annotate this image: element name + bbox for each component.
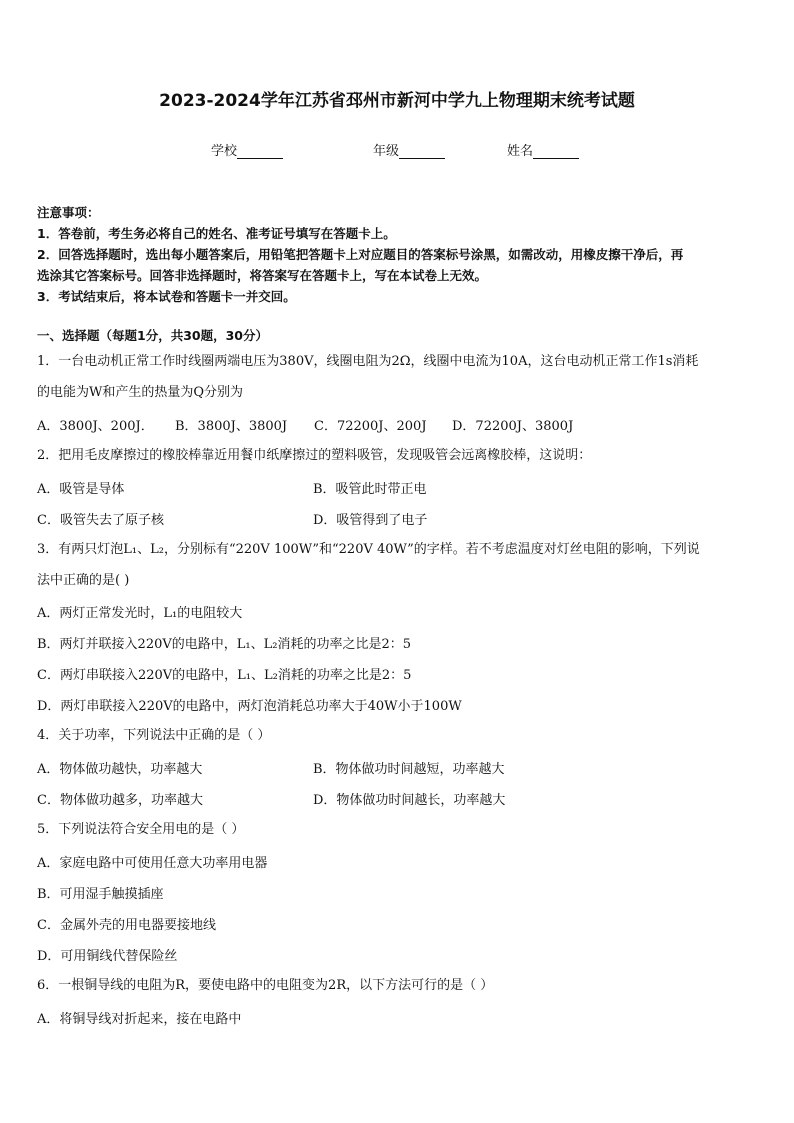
question-3-stem xyxy=(37,540,757,591)
option-a[interactable]: A．两灯正常发光时，L₁的电阻较大 xyxy=(37,606,243,621)
option-a[interactable]: A．家庭电路中可使用任意大功率用电器 xyxy=(37,856,268,871)
notes-item: 3．考试结束后，将本试卷和答题卡一并交回。 xyxy=(37,289,296,304)
option-b[interactable]: B．两灯并联接入220V的电路中，L₁、L₂消耗的功率之比是2：5 xyxy=(37,637,411,652)
question-text: 法中正确的是( ) xyxy=(37,573,130,588)
option-d[interactable]: D．物体做功时间越长，功率越大 xyxy=(313,793,506,808)
notes-item: 选涂其它答案标号。回答非选择题时，将答案写在答题卡上，写在本试卷上无效。 xyxy=(37,268,488,283)
question-2-options-row2 xyxy=(37,509,757,529)
page-title: 2023-2024学年江苏省邳州市新河中学九上物理期末统考试题 xyxy=(159,91,635,111)
question-5-option-b-row xyxy=(37,883,757,903)
question-text: 2．把用毛皮摩擦过的橡胶棒靠近用餐巾纸摩擦过的塑料吸管，发现吸管会远离橡胶棒，这说明： xyxy=(37,448,592,463)
option-c[interactable]: C．物体做功越多，功率越大 xyxy=(37,793,203,808)
question-1-stem xyxy=(37,352,757,403)
option-c[interactable]: C．吸管失去了原子核 xyxy=(37,513,164,528)
option-c[interactable]: C．金属外壳的用电器要接地线 xyxy=(37,918,216,933)
grade-label: 年级 xyxy=(373,144,400,159)
question-4-stem xyxy=(37,726,757,746)
option-c[interactable]: C．两灯串联接入220V的电路中，L₁、L₂消耗的功率之比是2：5 xyxy=(37,668,412,683)
question-text: 4．关于功率，下列说法中正确的是（ ） xyxy=(37,728,271,743)
option-a[interactable]: A．吸管是导体 xyxy=(37,482,125,497)
question-5-option-c-row xyxy=(37,914,757,934)
name-field xyxy=(507,140,579,159)
question-text: 的电能为W和产生的热量为Q分别为 xyxy=(37,385,244,400)
option-b[interactable]: B．物体做功时间越短，功率越大 xyxy=(313,762,505,777)
school-label: 学校 xyxy=(211,144,238,159)
question-2-options-row1 xyxy=(37,478,757,498)
school-field xyxy=(211,140,283,159)
grade-blank[interactable] xyxy=(399,144,445,159)
question-5-option-a-row xyxy=(37,852,757,872)
grade-field xyxy=(373,140,445,159)
option-a[interactable]: A．物体做功越快，功率越大 xyxy=(37,762,203,777)
question-3-option-b-row xyxy=(37,633,757,653)
question-4-options-row1 xyxy=(37,758,757,778)
question-3-option-a-row xyxy=(37,602,757,622)
question-3-option-d-row xyxy=(37,695,757,715)
notes-item: 1．答卷前，考生务必将自己的姓名、准考证号填写在答题卡上。 xyxy=(37,226,396,241)
question-2-stem xyxy=(37,446,757,466)
option-a[interactable]: A．将铜导线对折起来，接在电路中 xyxy=(37,1012,242,1027)
option-d[interactable]: D．吸管得到了电子 xyxy=(313,513,428,528)
notes-block xyxy=(37,202,757,307)
question-5-stem xyxy=(37,820,757,840)
option-b[interactable]: B．3800J、3800J xyxy=(175,419,288,434)
option-b[interactable]: B．吸管此时带正电 xyxy=(313,482,427,497)
question-text: 1．一台电动机正常工作时线圈两端电压为380V，线圈电阻为2Ω，线圈中电流为10A，这台电动机正常工作1s消耗 xyxy=(37,354,699,369)
notes-item: 2．回答选择题时，选出每小题答案后，用铅笔把答题卡上对应题目的答案标号涂黑，如需改动，用橡皮擦干净后，再 xyxy=(37,247,684,262)
option-d[interactable]: D．两灯串联接入220V的电路中，两灯泡消耗总功率大于40W小于100W xyxy=(37,699,462,714)
notes-heading: 注意事项： xyxy=(37,205,100,220)
question-6-stem xyxy=(37,976,757,996)
option-c[interactable]: C．72200J、200J xyxy=(314,419,427,434)
question-5-option-d-row xyxy=(37,945,757,965)
section-heading: 一、选择题（每题1分，共30题，30分） xyxy=(37,328,268,343)
question-6-option-a-row xyxy=(37,1008,757,1028)
question-4-options-row2 xyxy=(37,789,757,809)
option-b[interactable]: B．可用湿手触摸插座 xyxy=(37,887,164,902)
name-label: 姓名 xyxy=(507,144,534,159)
question-3-option-c-row xyxy=(37,664,757,684)
question-text: 6．一根铜导线的电阻为R，要使电路中的电阻变为2R，以下方法可行的是（ ） xyxy=(37,978,494,993)
option-a[interactable]: A．3800J、200J． xyxy=(37,419,154,434)
question-text: 3．有两只灯泡L₁、L₂，分别标有“220V 100W”和“220V 40W”的字样。若不考虑温度对灯丝电阻的影响，下列说 xyxy=(37,542,700,557)
question-1-options xyxy=(37,415,757,435)
option-d[interactable]: D．可用铜线代替保险丝 xyxy=(37,949,178,964)
option-d[interactable]: D．72200J、3800J xyxy=(452,419,574,434)
name-blank[interactable] xyxy=(533,144,579,159)
question-text: 5．下列说法符合安全用电的是（ ） xyxy=(37,822,245,837)
school-blank[interactable] xyxy=(237,144,283,159)
